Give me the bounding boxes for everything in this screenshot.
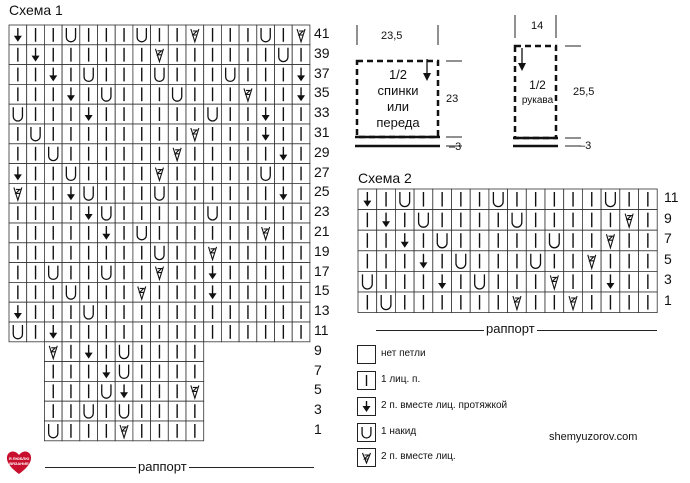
scheme1-row-number: 15 <box>314 282 330 299</box>
sleeve-piece-text <box>515 78 560 108</box>
legend-symbol-v <box>357 448 376 467</box>
legend-symbol-empty <box>357 345 376 364</box>
scheme2-grid <box>357 188 659 314</box>
scheme2-row-number: 5 <box>664 250 672 267</box>
scheme1-row-number: 9 <box>314 341 322 358</box>
scheme1-row-number: 35 <box>314 84 330 101</box>
back-piece-line3: или <box>386 99 410 114</box>
sleeve-piece-fraction: 1/2 <box>529 78 546 92</box>
sleeve-hem-label: –3 <box>579 140 592 152</box>
scheme1-row-number: 19 <box>314 242 330 259</box>
legend-label: 1 накид <box>381 426 417 437</box>
scheme1-row-number: 27 <box>314 163 330 180</box>
sleeve-width-label: 14 <box>531 20 544 32</box>
scheme2-row-number: 1 <box>664 292 672 308</box>
legend-label: 2 п. вместе лиц. протяжкой <box>381 400 508 411</box>
back-piece-text <box>358 67 438 131</box>
scheme1-row-number: 25 <box>314 183 330 200</box>
scheme1-row-number: 37 <box>314 64 330 81</box>
scheme1-row-number: 7 <box>314 361 322 378</box>
knit-two-together-icon <box>363 453 371 463</box>
legend-symbol-u <box>357 423 376 442</box>
scheme2-row-number: 3 <box>664 271 672 288</box>
back-piece-line4: переда <box>376 115 420 130</box>
back-hem-label: –3 <box>449 141 462 153</box>
scheme1-row-number: 21 <box>314 223 330 239</box>
scheme1-row-number: 1 <box>314 421 322 437</box>
scheme1-rapport-label: раппорт <box>138 459 187 474</box>
scheme2-title: Схема 2 <box>358 170 412 186</box>
scheme1-title: Схема 1 <box>9 2 63 18</box>
back-piece-fraction: 1/2 <box>388 67 408 82</box>
legend-symbol-a <box>357 397 376 416</box>
scheme1-row-number: 39 <box>314 44 330 61</box>
sleeve-piece-line2: рукава <box>521 95 554 106</box>
logo <box>4 447 34 477</box>
scheme1-grid <box>8 24 312 444</box>
scheme1-row-number: 23 <box>314 203 330 220</box>
scheme2-row-number: 7 <box>664 230 672 247</box>
back-width-label: 23,5 <box>381 30 403 42</box>
scheme2-row-number: 9 <box>664 209 672 226</box>
site-url: shemyuzorov.com <box>549 431 638 443</box>
scheme1-row-number: 33 <box>314 104 330 121</box>
scheme1-row-number: 29 <box>314 143 330 160</box>
logo-line1: Я ЛЮБЛЮ <box>8 456 30 461</box>
scheme1-row-number: 3 <box>314 401 322 418</box>
back-piece-line2: спинки <box>377 83 419 98</box>
scheme1-row-number: 13 <box>314 302 330 319</box>
scheme2-row-number: 11 <box>664 189 679 205</box>
scheme1-row-number: 17 <box>314 262 330 279</box>
logo-line2: ВЯЗАНИЕ <box>9 461 29 466</box>
sleeve-height-label: 25,5 <box>573 86 595 98</box>
back-height-label: 23 <box>446 93 459 105</box>
legend-label: 1 лиц. п. <box>381 374 421 385</box>
legend-label: нет петли <box>381 348 426 359</box>
scheme1-row-number: 41 <box>314 25 330 41</box>
scheme1-row-number: 11 <box>314 322 329 338</box>
scheme2-rapport-label: раппорт <box>486 321 535 336</box>
legend-label: 2 п. вместе лиц. <box>381 451 456 462</box>
yarn-over-icon <box>362 427 371 438</box>
legend-symbol-i <box>357 371 376 390</box>
scheme1-row-number: 31 <box>314 124 330 140</box>
slip-decrease-arrow-icon <box>363 401 371 412</box>
scheme1-row-number: 5 <box>314 381 322 398</box>
